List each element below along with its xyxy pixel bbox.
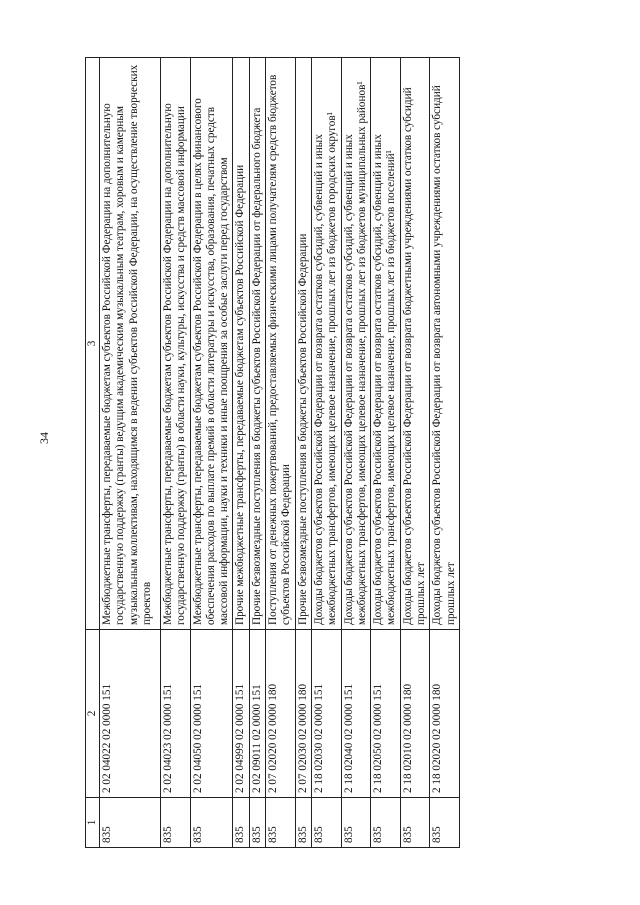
description-cell: Поступления от денежных пожертвований, предоставляемых физическими лицами получателям средств бюджетов субъектов Российской Федерации bbox=[266, 58, 296, 630]
revenue-codes-table bbox=[85, 57, 460, 848]
revenue-code-cell: 2 18 02040 02 0000 151 bbox=[341, 630, 371, 798]
admin-code-cell: 835 bbox=[295, 798, 311, 848]
admin-code-cell: 835 bbox=[190, 798, 233, 848]
description-cell: Доходы бюджетов субъектов Российской Федерации от возврата остатков субсидий, субвенций и иных межбюджетных трансфертов, имеющих целевое назначение, прошлых лет из бюджетов городских округов¹ bbox=[311, 58, 341, 630]
revenue-code-cell: 2 02 04999 02 0000 151 bbox=[233, 630, 249, 798]
description-cell: Доходы бюджетов субъектов Российской Федерации от возврата автономными учреждениями остатков субсидий прошлых лет bbox=[430, 58, 460, 630]
revenue-code-cell: 2 02 04023 02 0000 151 bbox=[161, 630, 191, 798]
revenue-code-cell: 2 02 04050 02 0000 151 bbox=[190, 630, 233, 798]
revenue-code-cell: 2 18 02010 02 0000 180 bbox=[400, 630, 430, 798]
table-row bbox=[233, 58, 249, 848]
description-cell: Доходы бюджетов субъектов Российской Федерации от возврата остатков субсидий, субвенций и иных межбюджетных трансфертов, имеющих целевое назначение, прошлых лет из бюджетов муниципальных районов¹ bbox=[341, 58, 371, 630]
description-cell: Прочие межбюджетные трансферты, передаваемые бюджетам субъектов Российской Федерации bbox=[233, 58, 249, 630]
description-cell: Межбюджетные трансферты, передаваемые бюджетам субъектов Российской Федерации в целях финансового обеспечения расходов по выплате премий в области литературы и искусства, образования, печатных средств массовой информации, науки и техники и иные поощрения за особые заслуги перед государством bbox=[190, 58, 233, 630]
description-cell: Доходы бюджетов субъектов Российской Федерации от возврата бюджетными учреждениями остатков субсидий прошлых лет bbox=[400, 58, 430, 630]
admin-code-cell: 835 bbox=[233, 798, 249, 848]
admin-code-cell: 835 bbox=[371, 798, 401, 848]
admin-code-cell: 835 bbox=[341, 798, 371, 848]
description-cell: Межбюджетные трансферты, передаваемые бюджетам субъектов Российской Федерации на дополнительную государственную поддержку (гранты) в области науки, культуры, искусства и средств массовой информации bbox=[161, 58, 191, 630]
admin-code-cell: 835 bbox=[266, 798, 296, 848]
description-cell: Прочие безвозмездные поступления в бюджеты субъектов Российской Федерации от федерального бюджета bbox=[249, 58, 265, 630]
revenue-code-cell: 2 18 02020 02 0000 180 bbox=[430, 630, 460, 798]
revenue-code-cell: 2 07 02030 02 0000 180 bbox=[295, 630, 311, 798]
column-header: 3 bbox=[86, 58, 100, 630]
table-row bbox=[266, 58, 296, 848]
table-header-row bbox=[86, 58, 100, 848]
admin-code-cell: 835 bbox=[400, 798, 430, 848]
table-row bbox=[249, 58, 265, 848]
admin-code-cell: 835 bbox=[100, 798, 161, 848]
table-row bbox=[341, 58, 371, 848]
table-row bbox=[430, 58, 460, 848]
revenue-code-cell: 2 07 02020 02 0000 180 bbox=[266, 630, 296, 798]
revenue-code-cell: 2 02 04022 02 0000 151 bbox=[100, 630, 161, 798]
admin-code-cell: 835 bbox=[430, 798, 460, 848]
table-row bbox=[400, 58, 430, 848]
revenue-code-cell: 2 02 09011 02 0000 151 bbox=[249, 630, 265, 798]
table-row bbox=[311, 58, 341, 848]
description-cell: Доходы бюджетов субъектов Российской Федерации от возврата остатков субсидий, субвенций и иных межбюджетных трансфертов, имеющих целевое назначение, прошлых лет из бюджетов поселений¹ bbox=[371, 58, 401, 630]
description-cell: Прочие безвозмездные поступления в бюджеты субъектов Российской Федерации bbox=[295, 58, 311, 630]
revenue-code-cell: 2 18 02050 02 0000 151 bbox=[371, 630, 401, 798]
table-row bbox=[295, 58, 311, 848]
column-header: 2 bbox=[86, 630, 100, 798]
rotated-table-container bbox=[85, 58, 555, 848]
table-row bbox=[161, 58, 191, 848]
revenue-code-cell: 2 18 02030 02 0000 151 bbox=[311, 630, 341, 798]
admin-code-cell: 835 bbox=[249, 798, 265, 848]
admin-code-cell: 835 bbox=[161, 798, 191, 848]
page-number: 34 bbox=[37, 432, 51, 444]
admin-code-cell: 835 bbox=[311, 798, 341, 848]
column-header: 1 bbox=[86, 798, 100, 848]
table-row bbox=[100, 58, 161, 848]
description-cell: Межбюджетные трансферты, передаваемые бюджетам субъектов Российской Федерации на дополнительную государственную поддержку (гранты) ведущим академическим музыкальным театрам, хоровым и камерным музыкальным коллективам, находящимся в ведении субъектов Российской Федерации, на осуществление творческих проектов bbox=[100, 58, 161, 630]
table-row bbox=[190, 58, 233, 848]
table-row bbox=[371, 58, 401, 848]
